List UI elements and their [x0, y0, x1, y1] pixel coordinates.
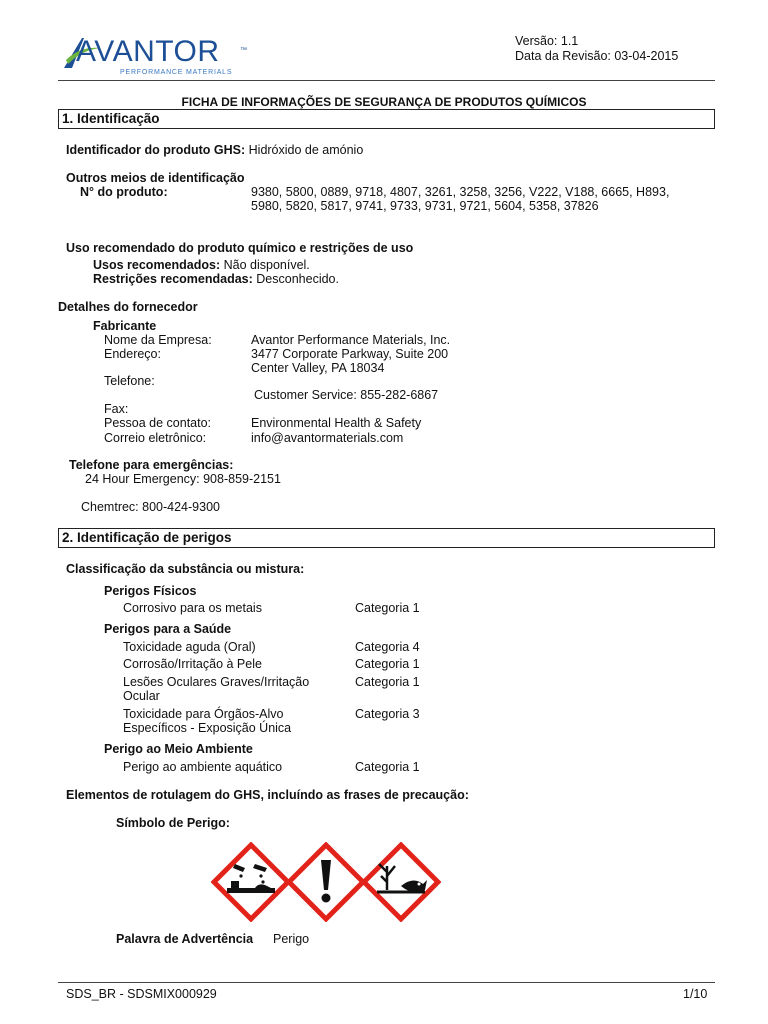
environment-hazards-heading: Perigo ao Meio Ambiente [104, 742, 253, 756]
recommended-uses-value: Não disponível. [223, 258, 310, 272]
hazard-category: Categoria 4 [355, 640, 420, 654]
product-number-label: N° do produto: [80, 185, 168, 199]
product-number-line-1: 9380, 5800, 0889, 9718, 4807, 3261, 3258, 3256, V222, V188, 6665, H893, [251, 185, 670, 199]
recommended-uses-label: Usos recomendados: [93, 258, 221, 272]
phone-value: Customer Service: 855-282-6867 [254, 388, 439, 402]
hazard-name-line-2: Ocular [123, 689, 160, 703]
phone-label: Telefone: [104, 374, 155, 388]
emergency-24h-text: 24 Hour Emergency: 908-859-2151 [85, 472, 281, 486]
contact-label: Pessoa de contato: [104, 416, 212, 430]
hazard-category: Categoria 1 [355, 760, 420, 774]
product-number-line-2: 5980, 5820, 5817, 9741, 9733, 9731, 9721, 5604, 5358, 37826 [251, 199, 599, 213]
environment-pictogram-icon [361, 842, 441, 922]
health-hazards-heading: Perigos para a Saúde [104, 622, 232, 636]
hazard-category: Categoria 3 [355, 707, 420, 721]
document-title: FICHA DE INFORMAÇÕES DE SEGURANÇA DE PRODUTOS QUÍMICOS [181, 95, 587, 109]
hazard-name: Corrosão/Irritação à Pele [123, 657, 262, 671]
hazard-name-line-2: Específicos - Exposição Única [123, 721, 292, 735]
manufacturer-heading: Fabricante [93, 319, 157, 333]
address-label: Endereço: [104, 347, 161, 361]
signal-word-value: Perigo [273, 932, 310, 946]
header-divider [58, 80, 715, 81]
email-value: info@avantormaterials.com [251, 431, 404, 445]
other-id-heading: Outros meios de identificação [66, 171, 245, 185]
ghs-identifier-value: Hidróxido de amónio [248, 143, 364, 157]
emergency-phone-heading: Telefone para emergências: [69, 458, 234, 472]
label-elements-heading: Elementos de rotulagem do GHS, incluíndo as frases de precaução: [66, 788, 469, 802]
hazard-name-line-1: Toxicidade para Órgãos-Alvo [123, 707, 284, 721]
version-text: Versão: 1.1 [515, 34, 579, 48]
address-line-1: 3477 Corporate Parkway, Suite 200 [251, 347, 449, 361]
classification-heading: Classificação da substância ou mistura: [66, 562, 305, 576]
avantor-logo [62, 36, 252, 82]
recommended-uses-row [93, 258, 310, 272]
section-2-heading: 2. Identificação de perigos [58, 528, 715, 548]
footer-divider [58, 982, 715, 983]
logo-trademark: ™ [240, 47, 247, 54]
ghs-identifier-row [66, 143, 363, 157]
email-label: Correio eletrônico: [104, 431, 207, 445]
restrictions-value: Desconhecido. [256, 272, 339, 286]
chemtrec-text: Chemtrec: 800-424-9300 [81, 500, 220, 514]
hazard-category: Categoria 1 [355, 601, 420, 615]
exclamation-pictogram-icon [286, 842, 366, 922]
hazard-category: Categoria 1 [355, 675, 420, 689]
address-line-2: Center Valley, PA 18034 [251, 361, 385, 375]
company-name-value: Avantor Performance Materials, Inc. [251, 333, 451, 347]
fax-label: Fax: [104, 402, 129, 416]
hazard-name: Corrosivo para os metais [123, 601, 262, 615]
hazard-name-line-1: Lesões Oculares Graves/Irritação [123, 675, 310, 689]
hazard-name: Perigo ao ambiente aquático [123, 760, 283, 774]
footer-page-number: 1/10 [683, 987, 708, 1001]
use-heading: Uso recomendado do produto químico e restrições de uso [66, 241, 414, 255]
hazard-symbol-label: Símbolo de Perigo: [116, 816, 230, 830]
contact-value: Environmental Health & Safety [251, 416, 422, 430]
supplier-heading: Detalhes do fornecedor [58, 300, 198, 314]
footer-document-id: SDS_BR - SDSMIX000929 [66, 987, 217, 1001]
ghs-identifier-label: Identificador do produto GHS: [66, 143, 246, 157]
restrictions-row [93, 272, 339, 286]
hazard-category: Categoria 1 [355, 657, 420, 671]
section-1-heading: 1. Identificação [58, 109, 715, 129]
physical-hazards-heading: Perigos Físicos [104, 584, 197, 598]
signal-word-label: Palavra de Advertência [116, 932, 254, 946]
logo-wordmark: AVANTOR [76, 35, 220, 68]
revision-date-text: Data da Revisão: 03-04-2015 [515, 49, 679, 63]
logo-subtitle: PERFORMANCE MATERIALS [120, 69, 233, 76]
corrosion-pictogram-icon [211, 842, 291, 922]
restrictions-label: Restrições recomendadas: [93, 272, 253, 286]
hazard-name: Toxicidade aguda (Oral) [123, 640, 256, 654]
company-name-label: Nome da Empresa: [104, 333, 212, 347]
